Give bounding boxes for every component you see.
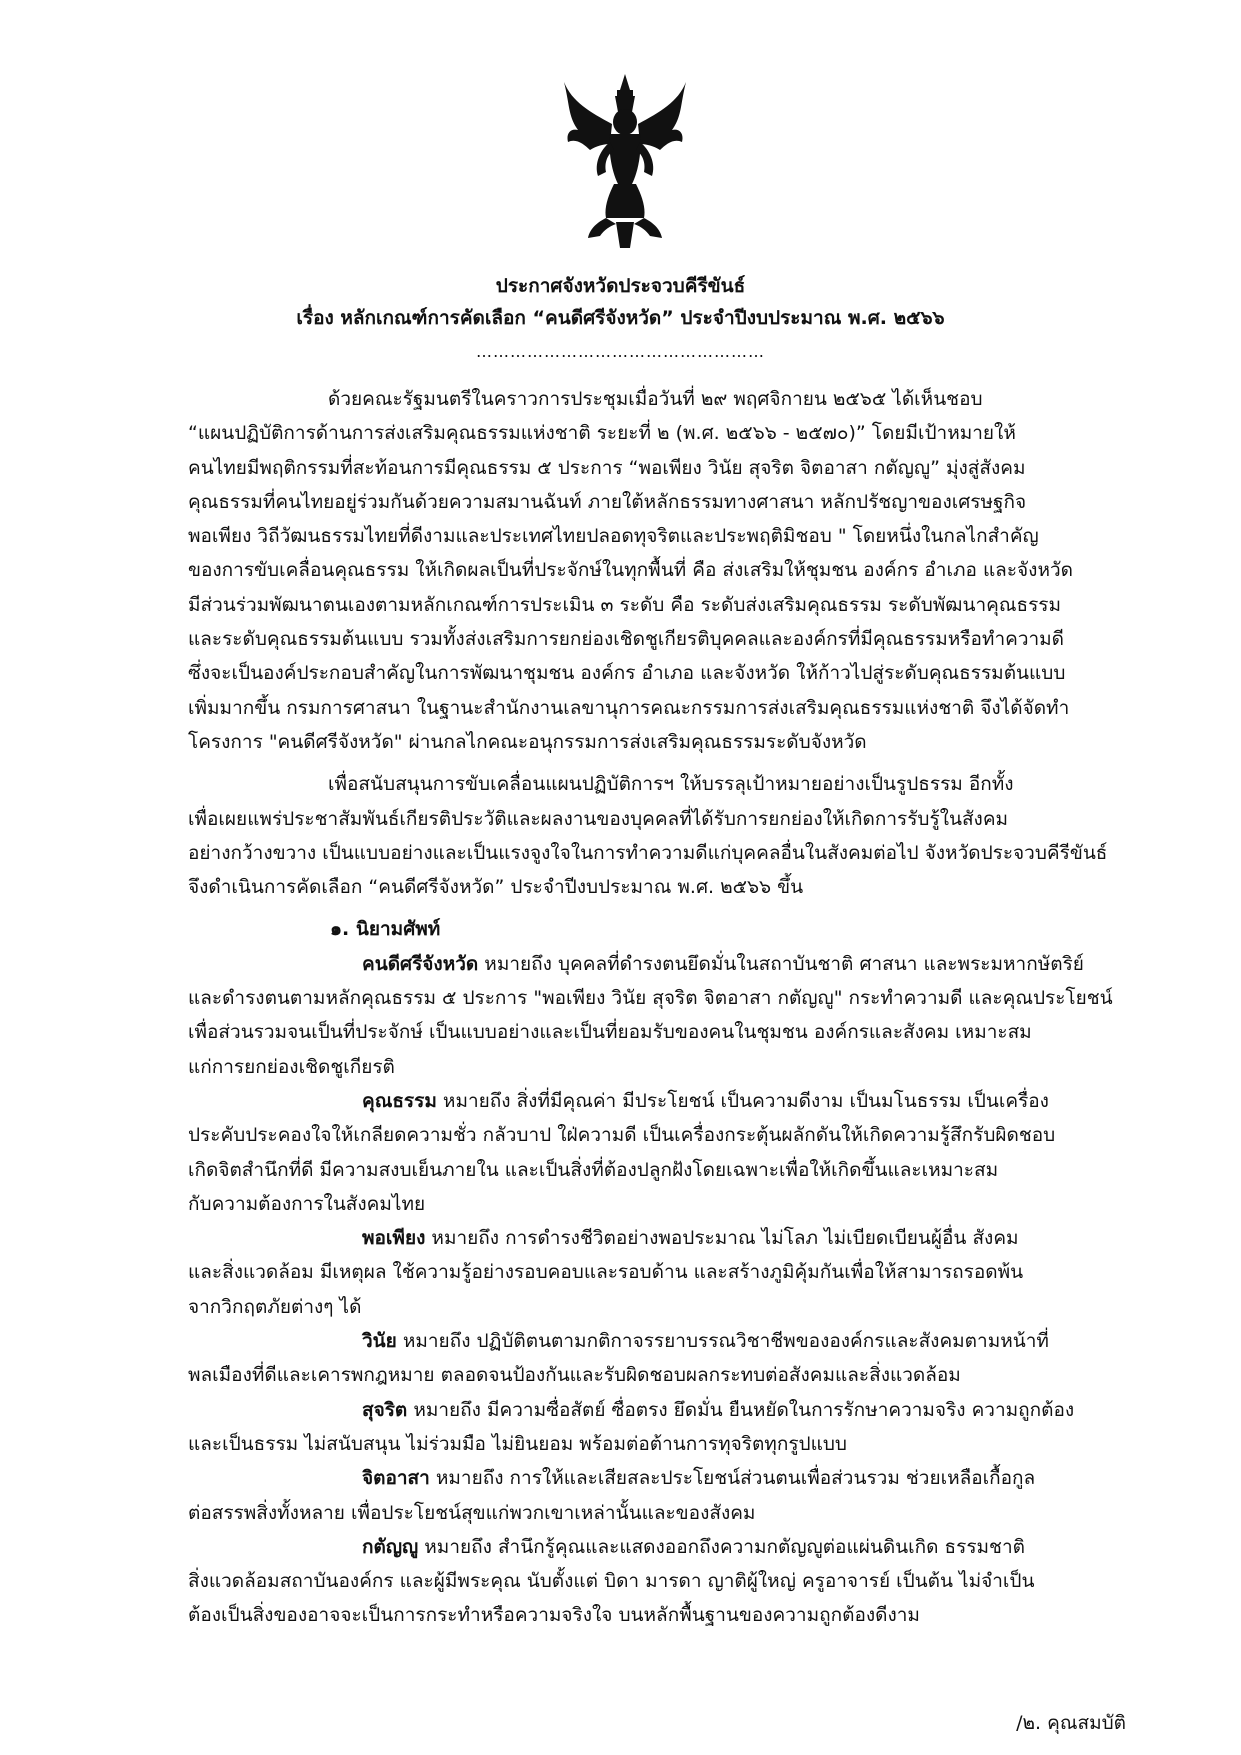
definition-line: สิ่งแวดล้อมสถาบันองค์กร และผู้มีพระคุณ นับตั้งแต่ บิดา มารดา ญาติผู้ใหญ่ ครูอาจารย์ เป็นต้น ไม่จำเป็น xyxy=(188,1570,1035,1593)
paragraph-line: พอเพียง วิถีวัฒนธรรมไทยที่ดีงามและประเทศไทยปลอดทุจริตและประพฤติมิชอบ " โดยหนึ่งในกลไกสำคัญ xyxy=(188,525,1039,548)
definition-term: จิตอาสา xyxy=(362,1467,430,1490)
paragraph-line: อย่างกว้างขวาง เป็นแบบอย่างและเป็นแรงจูงใจในการทำความดีแก่บุคคลอื่นในสังคมต่อไป จังหวัดประจวบคีรีขันธ์ xyxy=(188,841,1108,864)
paragraph-2 xyxy=(188,767,1140,904)
definition-text: หมายถึง ปฏิบัติตนตามกติกาจรรยาบรรณวิชาชีพขององค์กรและสังคมตามหน้าที่ xyxy=(396,1330,1049,1353)
definition-line: กับความต้องการในสังคมไทย xyxy=(188,1192,426,1215)
paragraph-line: เพื่อเผยแพร่ประชาสัมพันธ์เกียรติประวัติและผลงานของบุคคลที่ได้รับการยกย่องให้เกิดการรับรู้ในสังคม xyxy=(188,807,1009,830)
definition-first-line xyxy=(188,1324,1140,1358)
announcement-title: ประกาศจังหวัดประจวบคีรีขันธ์ xyxy=(495,275,746,297)
paragraph-line: จึงดำเนินการคัดเลือก “คนดีศรีจังหวัด” ประจำปีงบประมาณ พ.ศ. ๒๕๖๖ ขึ้น xyxy=(188,876,804,899)
document-body xyxy=(188,382,1140,1633)
definition-line: และสิ่งแวดล้อม มีเหตุผล ใช้ความรู้อย่างรอบคอบและรอบด้าน และสร้างภูมิคุ้มกันเพื่อให้สามารถรอดพ้น xyxy=(188,1261,1024,1284)
paragraph-line: มีส่วนร่วมพัฒนาตนเองตามหลักเกณฑ์การประเมิน ๓ ระดับ คือ ระดับส่งเสริมคุณธรรม ระดับพัฒนาคุณธรรม xyxy=(188,593,1061,616)
garuda-emblem-icon xyxy=(560,72,690,250)
definition-line: ประคับประคองใจให้เกลียดความชั่ว กลัวบาป ใฝ่ความดี เป็นเครื่องกระตุ้นผลักดันให้เกิดความรู้สึกรับผิดชอบ xyxy=(188,1124,1056,1147)
definition-term: คุณธรรม xyxy=(362,1089,437,1112)
next-page-marker: /๒. คุณสมบัติ xyxy=(1016,1712,1126,1734)
definition-term: พอเพียง xyxy=(362,1227,426,1250)
definition-line: เกิดจิตสำนึกที่ดี มีความสงบเย็นภายใน และเป็นสิ่งที่ต้องปลูกฝังโดยเฉพาะเพื่อให้เกิดขึ้นและเหมาะสม xyxy=(188,1158,999,1181)
definition-line: ต่อสรรพสิ่งทั้งหลาย เพื่อประโยชน์สุขแก่พวกเขาเหล่านั้นและของสังคม xyxy=(188,1501,756,1524)
definition-text: หมายถึง การดำรงชีวิตอย่างพอประมาณ ไม่โลภ ไม่เบียดเบียนผู้อื่น สังคม xyxy=(425,1227,1019,1250)
definition-term: กตัญญู xyxy=(362,1535,419,1558)
definition-first-line xyxy=(188,1084,1140,1118)
paragraph-line: “แผนปฏิบัติการด้านการส่งเสริมคุณธรรมแห่งชาติ ระยะที่ ๒ (พ.ศ. ๒๕๖๖ - ๒๕๗๐)” โดยมีเป้าหมายให้ xyxy=(188,422,1016,445)
definitions-list xyxy=(188,947,1140,1633)
definition-item xyxy=(188,1461,1140,1530)
definition-term: วินัย xyxy=(362,1330,397,1353)
paragraph-line: คุณธรรมที่คนไทยอยู่ร่วมกันด้วยความสมานฉันท์ ภายใต้หลักธรรมทางศาสนา หลักปรัชญาของเศรษฐกิจ xyxy=(188,490,1027,513)
definition-item xyxy=(188,1393,1140,1462)
paragraph-line: ซึ่งจะเป็นองค์ประกอบสำคัญในการพัฒนาชุมชน องค์กร อำเภอ และจังหวัด ให้ก้าวไปสู่ระดับคุณธรรมต้นแบบ xyxy=(188,662,1066,685)
definition-line: และดำรงตนตามหลักคุณธรรม ๕ ประการ "พอเพียง วินัย สุจริต จิตอาสา กตัญญู" กระทำความดี และคุณประโยชน์ xyxy=(188,987,1113,1010)
paragraph-line: คนไทยมีพฤติกรรมที่สะท้อนการมีคุณธรรม ๕ ประการ “พอเพียง วินัย สุจริต จิตอาสา กตัญญู” มุ่งสู่สังคม xyxy=(188,456,1026,479)
definition-line: พลเมืองที่ดีและเคารพกฎหมาย ตลอดจนป้องกันและรับผิดชอบผลกระทบต่อสังคมและสิ่งแวดล้อม xyxy=(188,1364,961,1387)
definition-first-line xyxy=(188,947,1140,981)
paragraph-line: โครงการ "คนดีศรีจังหวัด" ผ่านกลไกคณะอนุกรรมการส่งเสริมคุณธรรมระดับจังหวัด xyxy=(188,730,867,753)
paragraph-line: ของการขับเคลื่อนคุณธรรม ให้เกิดผลเป็นที่ประจักษ์ในทุกพื้นที่ คือ ส่งเสริมให้ชุมชน องค์กร อำเภอ และจังหวัด xyxy=(188,559,1073,582)
definition-item xyxy=(188,947,1140,1084)
definition-first-line xyxy=(188,1393,1140,1427)
paragraph-line: เพิ่มมากขึ้น กรมการศาสนา ในฐานะสำนักงานเลขานุการคณะกรรมการส่งเสริมคุณธรรมแห่งชาติ จึงได้จัดทำ xyxy=(188,696,1070,719)
definition-text: หมายถึง บุคคลที่ดำรงตนยึดมั่นในสถาบันชาติ ศาสนา และพระมหากษัตริย์ xyxy=(478,952,1084,975)
definition-term: คนดีศรีจังหวัด xyxy=(362,952,479,975)
definition-line: ต้องเป็นสิ่งของอาจจะเป็นการกระทำหรือความจริงใจ บนหลักพื้นฐานของความถูกต้องดีงาม xyxy=(188,1604,920,1627)
definition-item xyxy=(188,1530,1140,1633)
definition-text: หมายถึง มีความซื่อสัตย์ ซื่อตรง ยึดมั่น ยืนหยัดในการรักษาความจริง ความถูกต้อง xyxy=(407,1398,1075,1421)
definition-item xyxy=(188,1221,1140,1324)
paragraph-line: และระดับคุณธรรมต้นแบบ รวมทั้งส่งเสริมการยกย่องเชิดชูเกียรติบุคคลและองค์กรที่มีคุณธรรมหรือทำความดี xyxy=(188,628,1065,651)
definition-text: หมายถึง สำนึกรู้คุณและแสดงออกถึงความกตัญญูต่อแผ่นดินเกิด ธรรมชาติ xyxy=(418,1535,1025,1558)
definition-first-line xyxy=(188,1461,1140,1495)
separator: …………………………………………… xyxy=(476,342,765,361)
paragraph-line: ด้วยคณะรัฐมนตรีในคราวการประชุมเมื่อวันที่ ๒๙ พฤศจิกายน ๒๕๖๕ ได้เห็นชอบ xyxy=(328,388,983,410)
definition-line: และเป็นธรรม ไม่สนับสนุน ไม่ร่วมมือ ไม่ยินยอม พร้อมต่อต้านการทุจริตทุกรูปแบบ xyxy=(188,1432,847,1455)
definition-term: สุจริต xyxy=(362,1398,408,1421)
definition-line: แก่การยกย่องเชิดชูเกียรติ xyxy=(188,1055,395,1078)
definition-item xyxy=(188,1084,1140,1221)
definition-text: หมายถึง การให้และเสียสละประโยชน์ส่วนตนเพื่อส่วนรวม ช่วยเหลือเกื้อกูล xyxy=(429,1467,1036,1490)
definition-text: หมายถึง สิ่งที่มีคุณค่า มีประโยชน์ เป็นความดีงาม เป็นมโนธรรม เป็นเครื่อง xyxy=(436,1089,1049,1112)
definition-first-line xyxy=(188,1530,1140,1564)
definition-item xyxy=(188,1324,1140,1393)
definition-line: เพื่อส่วนรวมจนเป็นที่ประจักษ์ เป็นแบบอย่างและเป็นที่ยอมรับของคนในชุมชน องค์กรและสังคม เหมาะสม xyxy=(188,1021,1032,1044)
paragraph-1 xyxy=(188,382,1140,759)
definition-line: จากวิกฤตภัยต่างๆ ได้ xyxy=(188,1295,362,1318)
definition-first-line xyxy=(188,1221,1140,1255)
paragraph-line: เพื่อสนับสนุนการขับเคลื่อนแผนปฏิบัติการฯ ให้บรรลุเป้าหมายอย่างเป็นรูปธรรม อีกทั้ง xyxy=(328,773,1014,796)
section-title: ๑. นิยามศัพท์ xyxy=(330,918,441,941)
announcement-subject: เรื่อง หลักเกณฑ์การคัดเลือก “คนดีศรีจังหวัด” ประจำปีงบประมาณ พ.ศ. ๒๕๖๖ xyxy=(296,307,945,329)
